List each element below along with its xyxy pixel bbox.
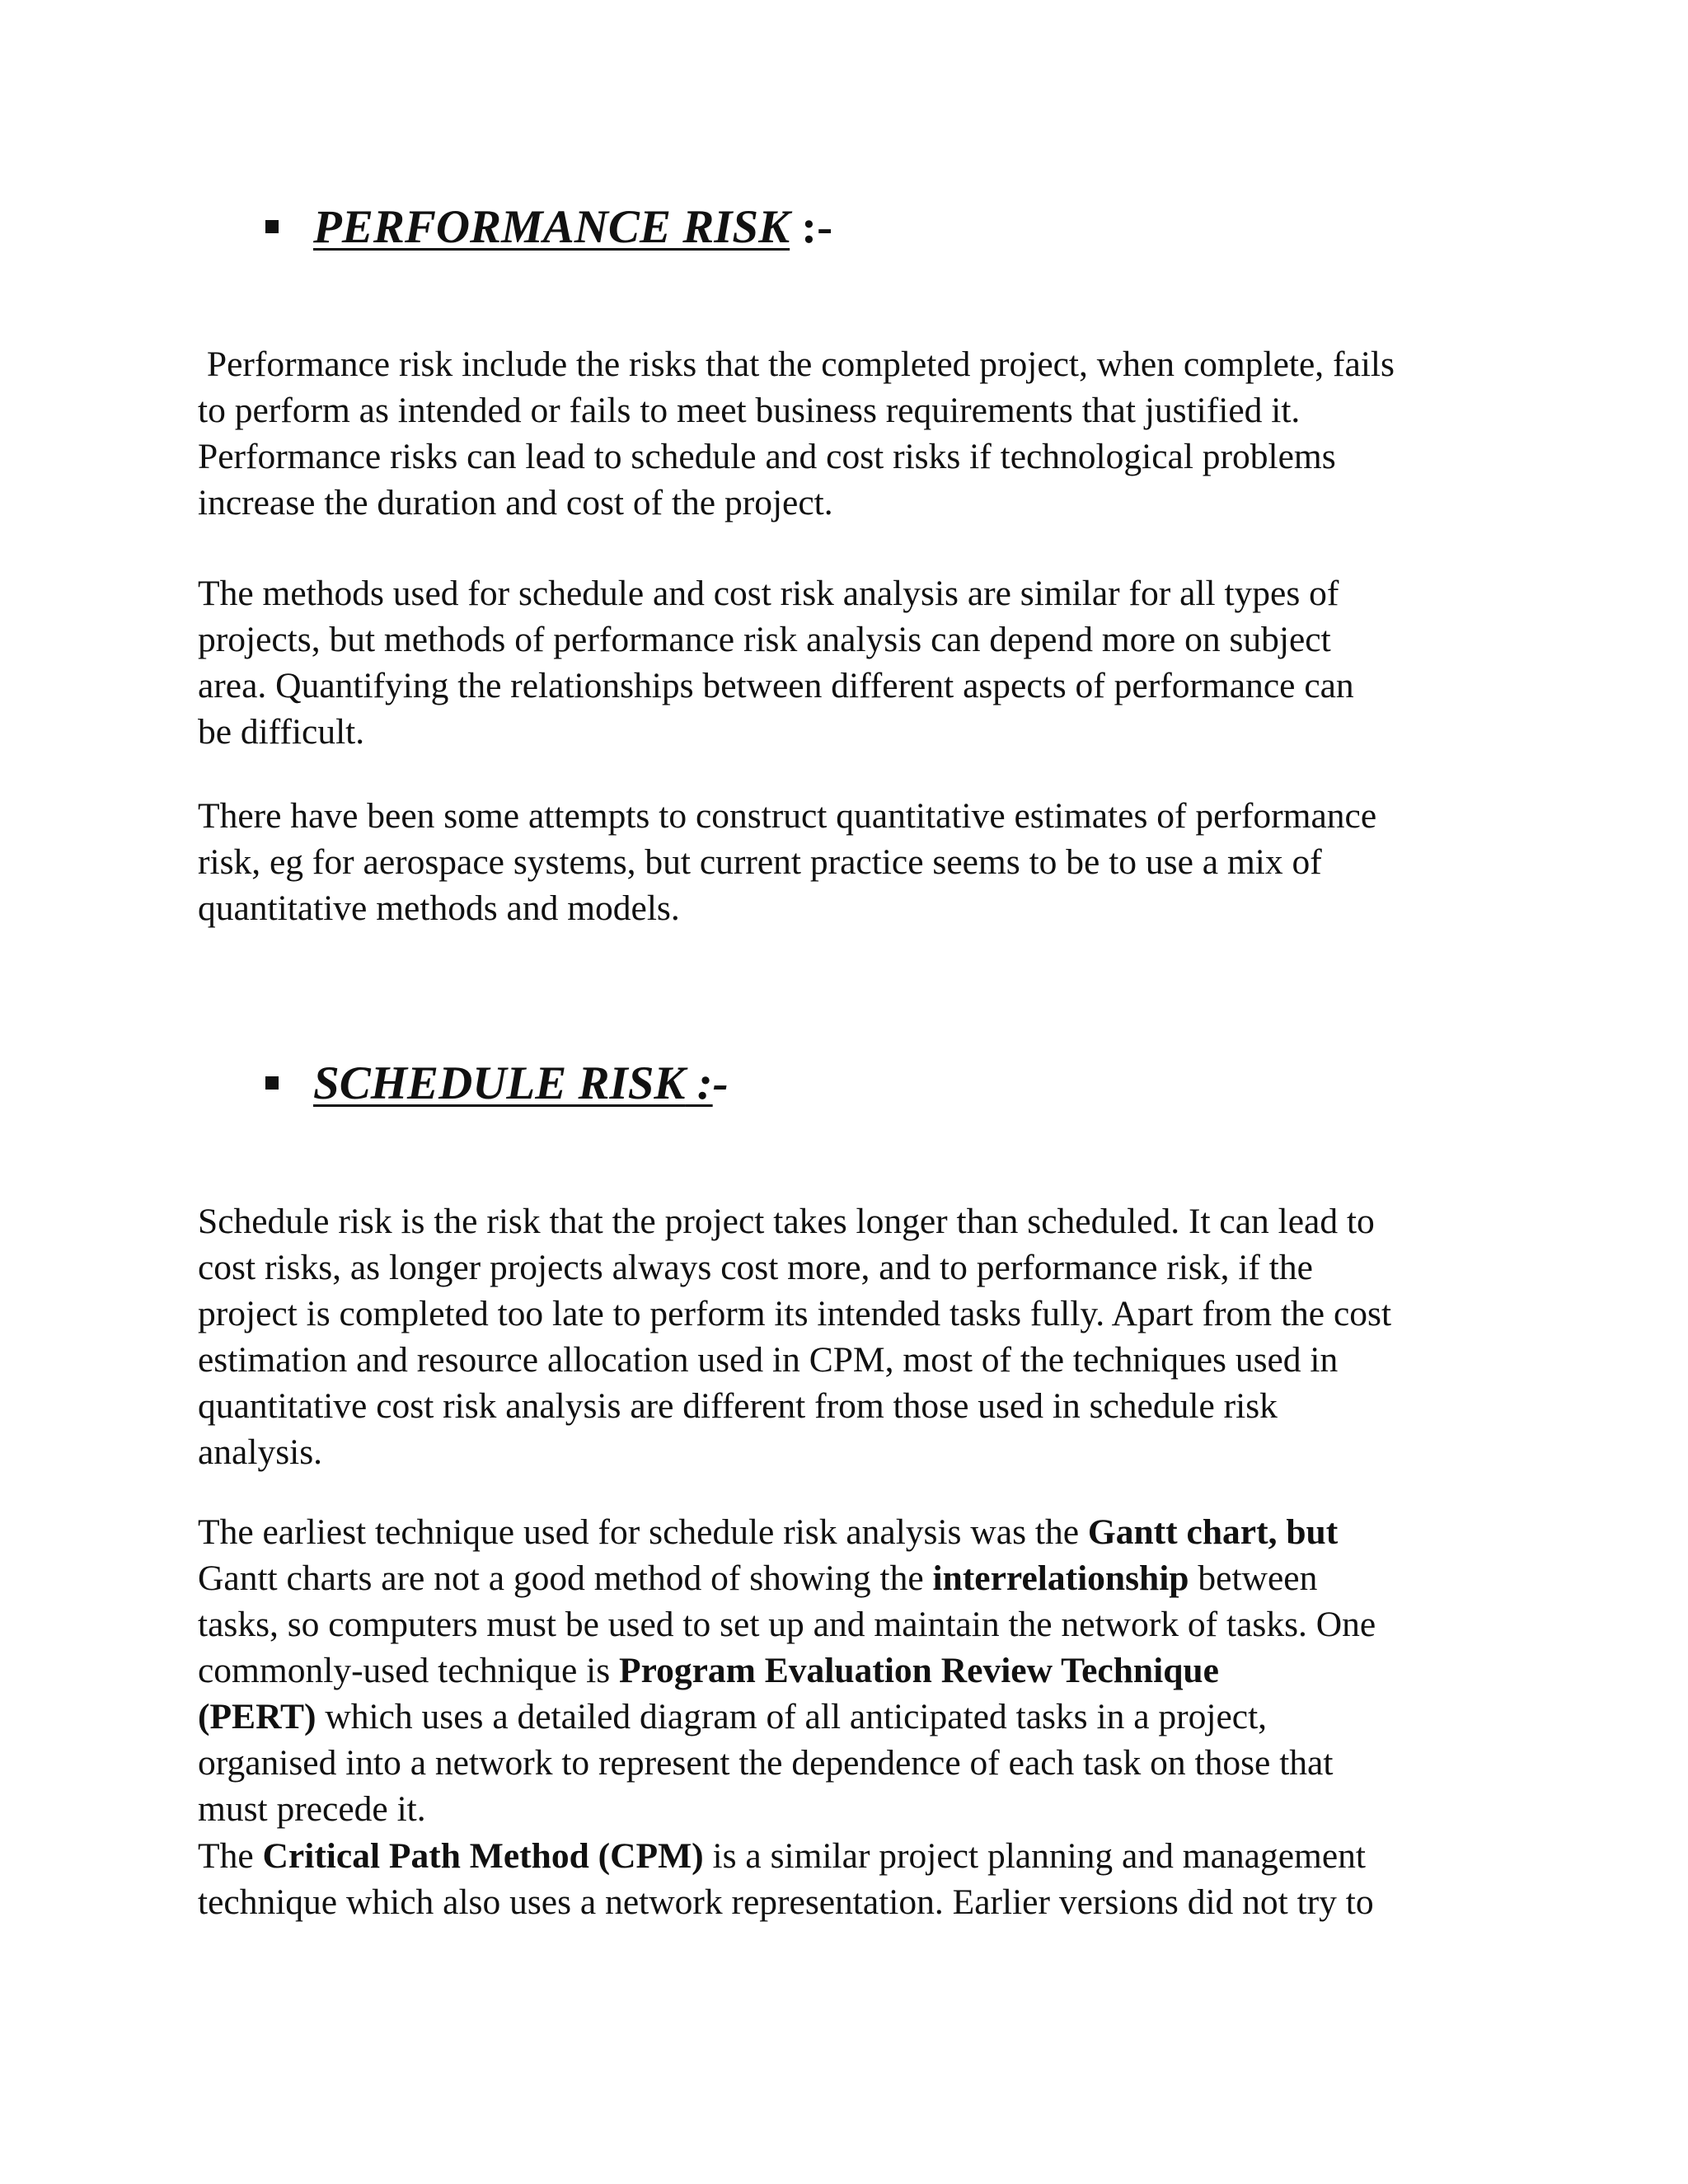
text-run: commonly-used technique is [198, 1651, 620, 1690]
paragraph [198, 1198, 1500, 1475]
heading-suffix-tail: - [712, 1057, 729, 1109]
bold-term: Critical Path Method (CPM) [262, 1836, 704, 1876]
text-line: tasks, so computers must be used to set up and maintain the network of tasks. One [198, 1605, 1376, 1644]
text-line: must precede it. [198, 1789, 426, 1829]
bold-term: interrelationship [932, 1558, 1189, 1598]
text-line: analysis. [198, 1432, 323, 1472]
bold-term: Program Evaluation Review Technique [619, 1651, 1219, 1690]
paragraph [198, 570, 1500, 755]
square-bullet-icon [265, 1076, 279, 1090]
text-run: between [1189, 1558, 1318, 1598]
text-line [198, 1509, 1500, 1555]
text-line [198, 1555, 1500, 1601]
text-line: The methods used for schedule and cost risk analysis are similar for all types of [198, 574, 1339, 613]
text-run: Gantt charts are not a good method of showing the [198, 1558, 933, 1598]
section-heading-schedule-risk [265, 1050, 729, 1116]
text-line [198, 1694, 1500, 1740]
text-run: The earliest technique used for schedule risk analysis was the [198, 1512, 1088, 1552]
text-line: be difficult. [198, 712, 365, 752]
text-line: technique which also uses a network representation. Earlier versions did not try to [198, 1882, 1374, 1922]
paragraph [198, 341, 1500, 526]
paragraph [198, 1833, 1500, 1925]
text-line [198, 1647, 1500, 1694]
paragraph [198, 1509, 1500, 1832]
text-line: project is completed too late to perform its intended tasks fully. Apart from the cost [198, 1294, 1392, 1333]
text-line: area. Quantifying the relationships between different aspects of performance can [198, 666, 1354, 705]
text-line: Schedule risk is the risk that the project takes longer than scheduled. It can lead to [198, 1202, 1375, 1241]
text-line: risk, eg for aerospace systems, but current practice seems to be to use a mix of [198, 842, 1322, 882]
section-heading-performance-risk [265, 194, 832, 260]
text-line: estimation and resource allocation used in CPM, most of the techniques used in [198, 1340, 1339, 1380]
heading-title: SCHEDULE RISK [313, 1057, 686, 1109]
text-run: The [198, 1836, 263, 1876]
bold-term: (PERT) [198, 1697, 316, 1736]
heading-title: PERFORMANCE RISK [313, 200, 790, 253]
text-line: There have been some attempts to construct quantitative estimates of performance [198, 796, 1377, 836]
text-line: cost risks, as longer projects always cost more, and to performance risk, if the [198, 1248, 1313, 1287]
text-line: Performance risks can lead to schedule and cost risks if technological problems [198, 437, 1336, 476]
text-run: which uses a detailed diagram of all anticipated tasks in a project, [316, 1697, 1268, 1736]
text-line: quantitative cost risk analysis are different from those used in schedule risk [198, 1386, 1278, 1426]
heading-suffix: :- [801, 200, 833, 253]
bold-term: Gantt chart, but [1087, 1512, 1339, 1552]
text-line: Performance risk include the risks that the completed project, when complete, fails [198, 344, 1395, 384]
text-line: quantitative methods and models. [198, 888, 680, 928]
paragraph [198, 793, 1500, 931]
text-line: projects, but methods of performance risk analysis can depend more on subject [198, 620, 1331, 659]
square-bullet-icon [265, 220, 279, 233]
text-line: increase the duration and cost of the project. [198, 483, 833, 523]
text-line: organised into a network to represent the dependence of each task on those that [198, 1743, 1334, 1783]
heading-suffix: : [685, 1057, 713, 1109]
text-line [198, 1833, 1500, 1879]
text-run: is a similar project planning and management [703, 1836, 1366, 1876]
text-line: to perform as intended or fails to meet business requirements that justified it. [198, 391, 1301, 430]
